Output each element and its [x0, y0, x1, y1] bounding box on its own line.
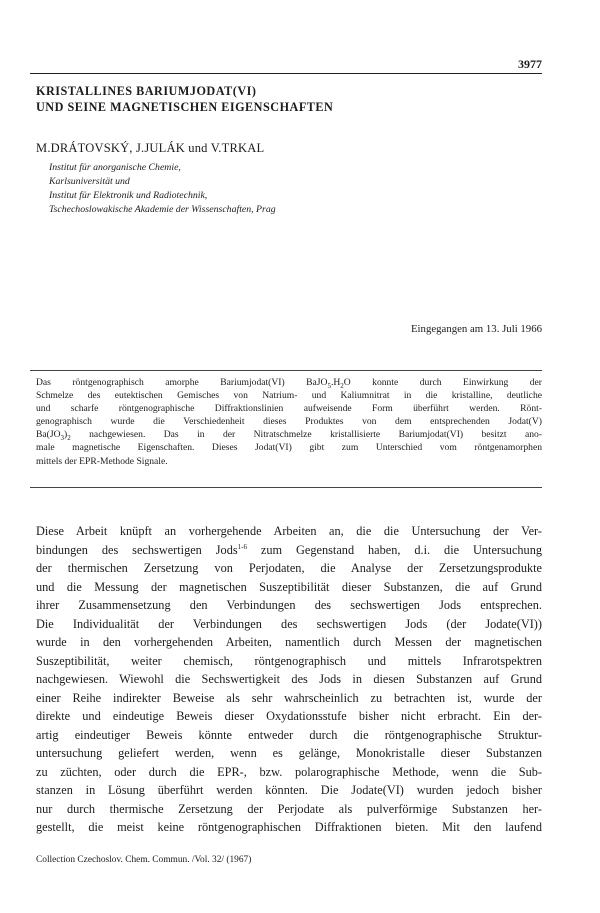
received-date: Eingegangen am 13. Juli 1966 [410, 323, 542, 335]
body-line: und die Messung der magnetischen Suszeptibilität dieser Substanzen, die auf Grund [36, 579, 542, 594]
body-line: Diese Arbeit knüpft an vorhergehende Arbeiten an, die die Untersuchung der Ver- [36, 524, 542, 538]
abstract-line: mittels der EPR-Methode Signale. [36, 455, 168, 467]
body-line: nachgewiesen. Wiewohl die Sechswertigkeit des Jods in diesen Substanzen auf Grund [36, 672, 542, 686]
abstract-line: Schmelze des eutektischen Gemisches von Natrium- und Kaliumnitrat in die kristalline, deutliche [36, 390, 542, 402]
body-line: zu züchten, oder durch die EPR-, bzw. polarographische Methode, wenn die Sub- [36, 764, 542, 779]
article-title [36, 83, 536, 115]
body-line: wurde in den vorhergehenden Arbeiten, namentlich durch Messen der magnetischen [36, 635, 542, 649]
body-line: Suszeptibilität, weiter chemisch, röntgenographisch und mittels Infrarotspektren [36, 653, 542, 668]
abstract-line: Das röntgenographisch amorphe Bariumjodat(VI) $BaJO_5.H_2O$ konnte durch Einwirkung der [36, 377, 542, 390]
abstract-line: $Ba(JO_3)_2$ nachgewiesen. Das in der Nitratschmelze kristallisierte Bariumjodat(VI) besitzt ano- [36, 429, 542, 443]
institution-line: Tschechoslowakische Akademie der Wissenschaften, Prag [49, 204, 276, 215]
body-line: gestellt, die meist keine röntgenographischen Diffraktionen bieten. Mit den laufend [36, 820, 542, 834]
body-line: nur durch thermische Zersetzung der Perjodate als pulverförmige Substanzen her- [36, 801, 542, 816]
page-number: 3977 [518, 57, 542, 71]
institution-line: Institut für Elektronik und Radiotechnik, [49, 190, 208, 201]
abstract [36, 376, 542, 468]
abstract-line: male magnetische Eigenschaften. Dieses Jodat(VI) gibt zum Unterschied vom röntgenamorphen [36, 442, 542, 454]
journal-footer: Collection Czechoslov. Chem. Commun. /Vol. 32/ (1967) [36, 855, 252, 865]
institution-line: Karlsuniversität und [49, 176, 130, 187]
abstract-top-rule [30, 370, 542, 371]
abstract-bottom-rule [30, 487, 542, 488]
body-line: der thermischen Zersetzung von Perjodaten, die Analyse der Zersetzungsprodukte [36, 561, 542, 575]
body-line: direkte und eindeutige Beweis dieser Oxydationsstufe bisher nicht erbracht. Ein der- [36, 709, 542, 723]
institutions [49, 161, 276, 217]
header-rule [30, 73, 542, 74]
body-line: bindungen des sechswertigen Jods$^{1-6}$ zum Gegenstand haben, d.i. die Untersuchung [36, 542, 542, 557]
title-line-2: UND SEINE MAGNETISCHEN EIGENSCHAFTEN [36, 100, 334, 114]
authors: M.DRÁTOVSKÝ, J.JULÁK und V.TRKAL [36, 141, 265, 155]
body-text [36, 522, 542, 837]
body-line: untersuchung geliefert werden, wenn es gelänge, Monokristalle dieser Substanzen [36, 746, 542, 760]
reference-superscript: 1-6 [237, 542, 247, 551]
abstract-line: genographisch wurde die Verschiedenheit dieses Produktes von dem entsprechenden Jodat(V) [36, 416, 542, 428]
body-line: ihrer Zusammensetzung den Verbindungen des sechswertigen Jods entsprechen. [36, 598, 542, 612]
body-line: artig eindeutiger Beweis könnte entweder durch die röntgenographische Struktur- [36, 727, 542, 742]
body-line: stanzen in Lösung überführt werden könnten. Die Jodate(VI) wurden jedoch bisher [36, 783, 542, 797]
body-line: Die Individualität der Verbindungen des sechswertigen Jods (der Jodate(VI)) [36, 616, 542, 631]
abstract-line: und scharfe röntgenographische Diffraktionslinien aufweisende Form überführt werden. Rönt- [36, 403, 542, 415]
body-line: einer Reihe indirekter Beweise als sehr wahrscheinlich zu betrachten ist, wurde der [36, 690, 542, 705]
title-line-1: KRISTALLINES BARIUMJODAT(VI) [36, 84, 257, 98]
institution-line: Institut für anorganische Chemie, [49, 162, 181, 173]
